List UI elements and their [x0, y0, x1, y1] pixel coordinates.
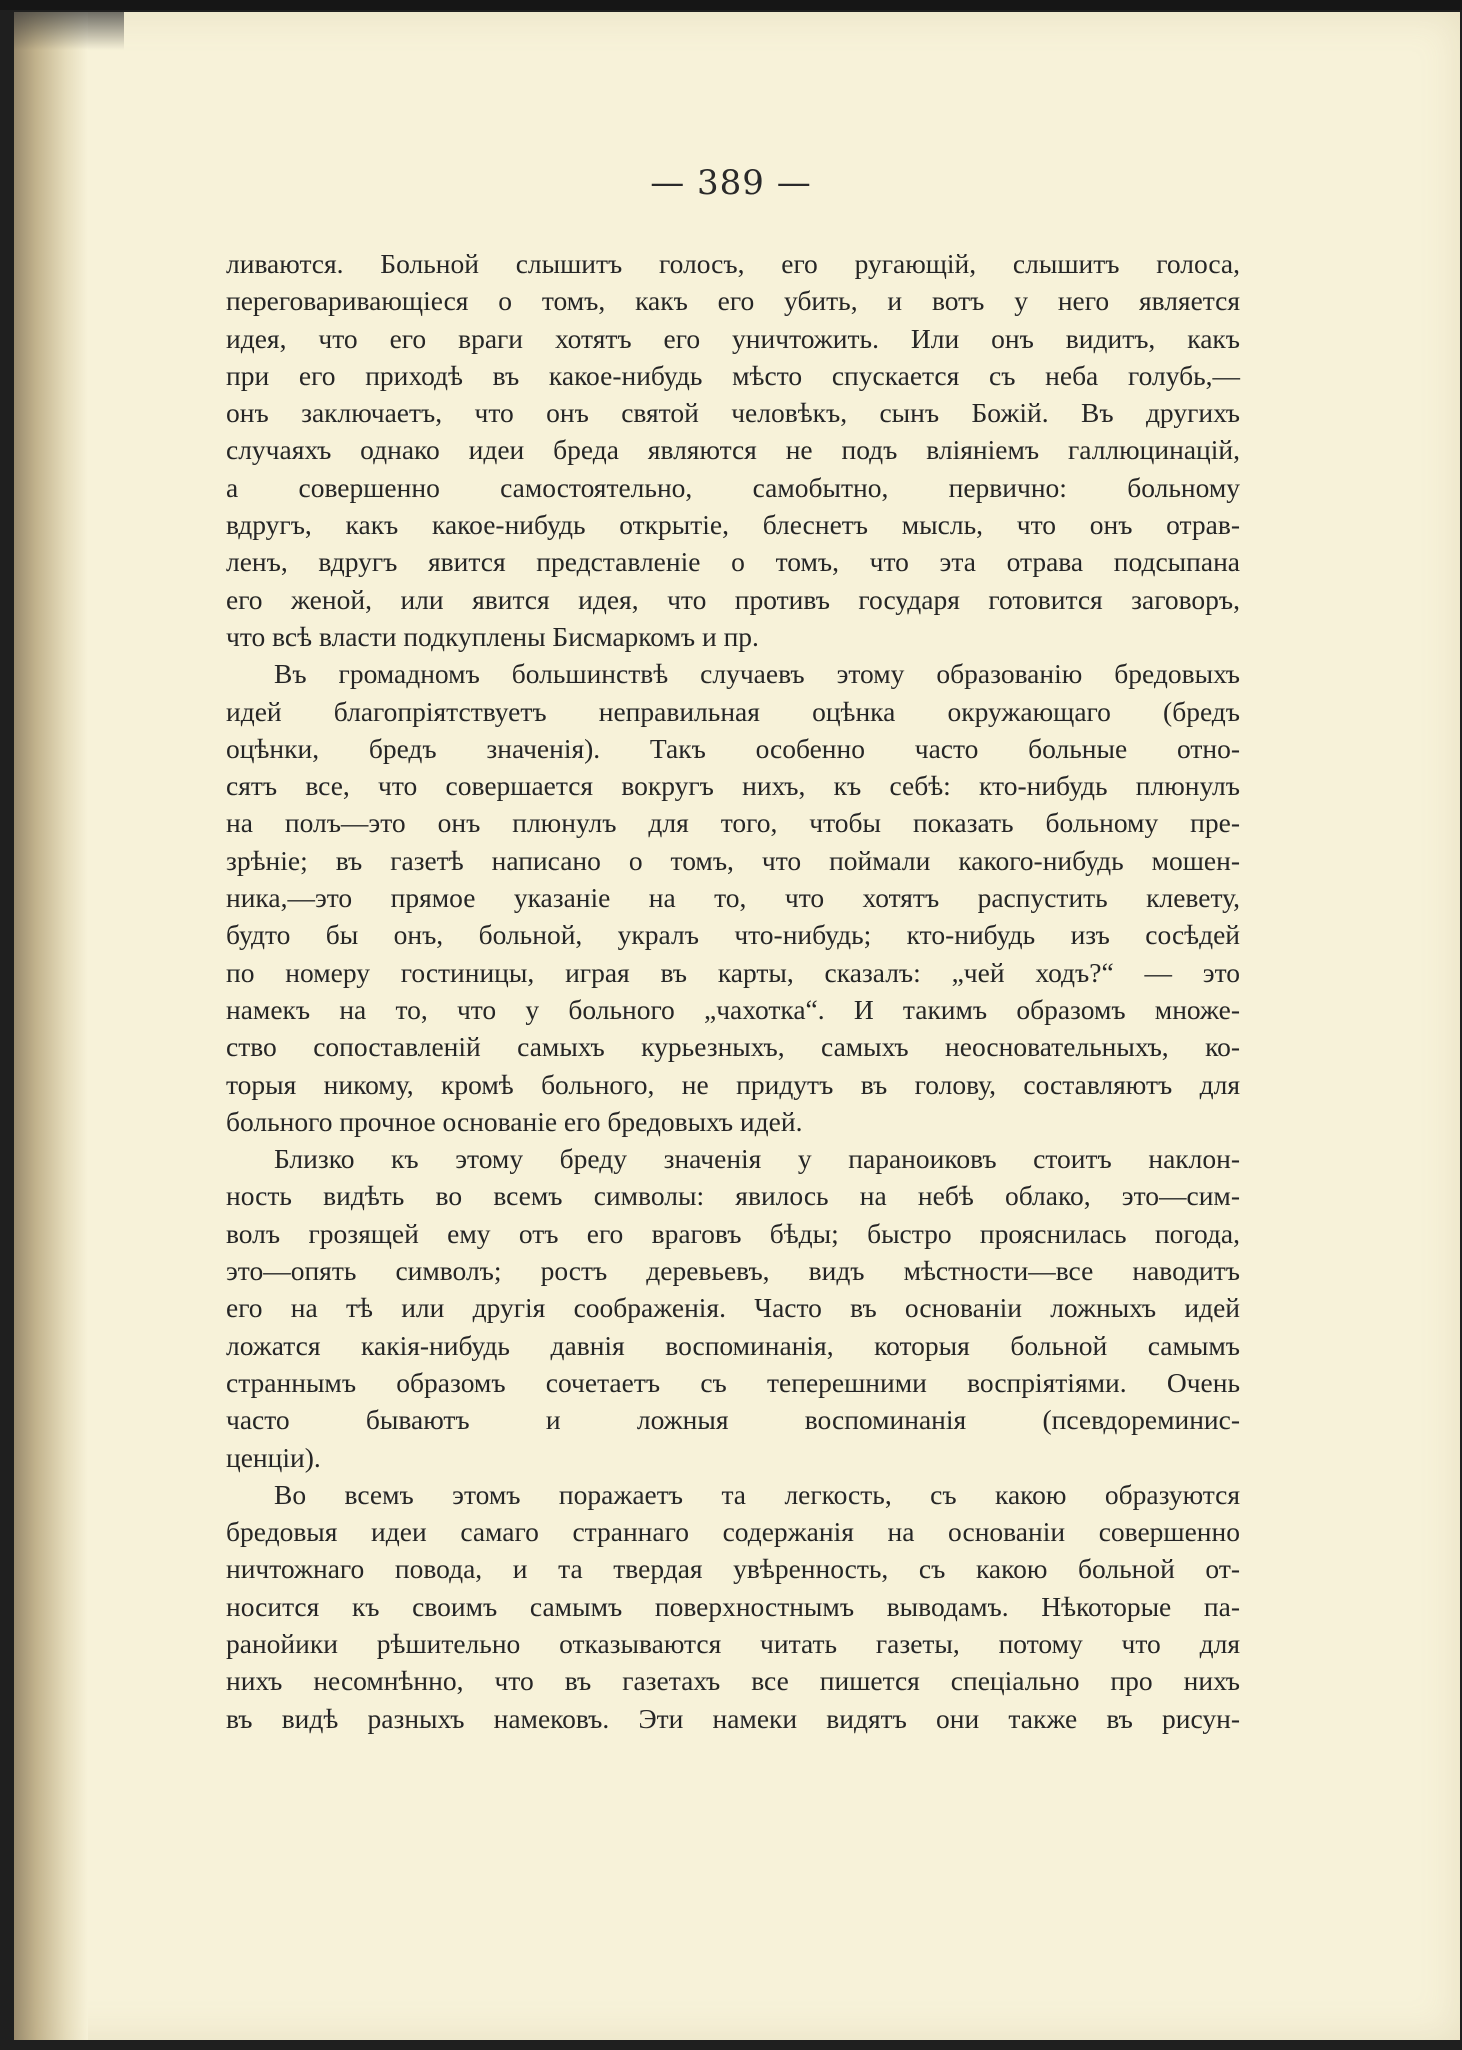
book-spine-top-shadow — [14, 12, 124, 50]
text-line: оцѣнки, бредъ значенія). Такъ особенно часто больные отно- — [226, 732, 1240, 764]
text-line: ливаются. Больной слышитъ голосъ, его ругающій, слышитъ голоса, — [226, 248, 1240, 279]
text-line: случаяхъ однако идеи бреда являются не подъ вліяніемъ галлюцинацій, — [226, 434, 1240, 466]
text-line: ценціи). — [226, 1441, 321, 1473]
text-line: вдругъ, какъ какое-нибудь открытіе, блеснетъ мысль, что онъ отрав- — [226, 509, 1240, 541]
text-line: часто бываютъ и ложныя воспоминанія (псевдореминис- — [226, 1404, 1240, 1436]
scan-top-edge — [0, 0, 1462, 10]
text-line: ничтожнаго повода, и та твердая увѣренность, съ какою больной от- — [226, 1553, 1240, 1585]
text-line: переговаривающіеся о томъ, какъ его убить, и вотъ у него является — [226, 285, 1240, 317]
text-line: а совершенно самостоятельно, самобытно, первично: больному — [226, 471, 1240, 503]
text-line: это—опять символъ; ростъ деревьевъ, видъ мѣстности—все наводитъ — [226, 1255, 1240, 1287]
text-line: страннымъ образомъ сочетаетъ съ теперешними воспріятіями. Очень — [226, 1366, 1240, 1398]
paragraph-4 — [226, 1476, 1240, 1737]
text-line: при его приходѣ въ какое-нибудь мѣсто спускается съ неба голубь,— — [226, 359, 1240, 391]
text-line: носится къ своимъ самымъ поверхностнымъ выводамъ. Нѣкоторые па- — [226, 1590, 1240, 1622]
text-line: будто бы онъ, больной, укралъ что-нибудь; кто-нибудь изъ сосѣдей — [226, 919, 1240, 951]
text-line: нихъ несомнѣнно, что въ газетахъ все пишется спеціально про нихъ — [226, 1665, 1240, 1697]
text-line: въ видѣ разныхъ намековъ. Эти намеки видятъ они также въ рисун- — [226, 1702, 1240, 1734]
text-line: ство сопоставленій самыхъ курьезныхъ, самыхъ неосновательныхъ, ко- — [226, 1031, 1240, 1063]
text-line: намекъ на то, что у больного „чахотка“. И такимъ образомъ множе- — [226, 993, 1240, 1025]
text-line: Въ громадномъ большинствѣ случаевъ этому образованію бредовыхъ — [274, 658, 1240, 690]
text-line: ника,—это прямое указаніе на то, что хотятъ распустить клевету, — [226, 882, 1240, 914]
text-line: идея, что его враги хотятъ его уничтожить. Или онъ видитъ, какъ — [226, 322, 1240, 354]
text-line: ложатся какія-нибудь давнія воспоминанія, которыя больной самымъ — [226, 1329, 1240, 1361]
text-line: волъ грозящей ему отъ его враговъ бѣды; быстро прояснилась погода, — [226, 1217, 1240, 1249]
text-line: ность видѣть во всемъ символы: явилось на небѣ облако, это—сим- — [226, 1180, 1240, 1212]
text-line: его на тѣ или другія соображенія. Часто въ основаніи ложныхъ идей — [226, 1292, 1240, 1324]
text-line: сятъ все, что совершается вокругъ нихъ, къ себѣ: кто-нибудь плюнулъ — [226, 770, 1240, 802]
text-line: больного прочное основаніе его бредовыхъ идей. — [226, 1105, 803, 1137]
text-line: ранойики рѣшительно отказываются читать газеты, потому что для — [226, 1627, 1240, 1659]
paragraph-3 — [226, 1140, 1240, 1476]
text-line: торыя никому, кромѣ больного, не придутъ въ голову, составляютъ для — [226, 1068, 1240, 1100]
book-spine-shadow — [14, 12, 88, 2040]
text-line: его женой, или явится идея, что противъ государя готовится заговоръ, — [226, 583, 1240, 615]
text-line: онъ заключаетъ, что онъ святой человѣкъ, сынъ Божій. Въ другихъ — [226, 397, 1240, 429]
page-number: — 389 — — [650, 163, 812, 203]
text-line: ленъ, вдругъ явится представленіе о томъ, что эта отрава подсыпана — [226, 546, 1240, 578]
text-line: что всѣ власти подкуплены Бисмаркомъ и пр. — [226, 620, 759, 652]
text-line: Близко къ этому бреду значенія у параноиковъ стоитъ наклон- — [274, 1143, 1240, 1175]
paragraph-2 — [226, 655, 1240, 1140]
text-line: на полъ—это онъ плюнулъ для того, чтобы показать больному пре- — [226, 807, 1240, 839]
text-line: идей благопріятствуетъ неправильная оцѣнка окружающаго (бредъ — [226, 695, 1240, 727]
text-line: зрѣніе; въ газетѣ написано о томъ, что поймали какого-нибудь мошен- — [226, 844, 1240, 876]
text-line: по номеру гостиницы, играя въ карты, сказалъ: „чей ходъ?“ — это — [226, 956, 1240, 988]
text-line: бредовыя идеи самаго страннаго содержанія на основаніи совершенно — [226, 1516, 1240, 1548]
page-body — [226, 245, 1240, 1737]
paragraph-1 — [226, 245, 1240, 655]
text-line: Во всемъ этомъ поражаетъ та легкость, съ какою образуются — [274, 1478, 1240, 1510]
